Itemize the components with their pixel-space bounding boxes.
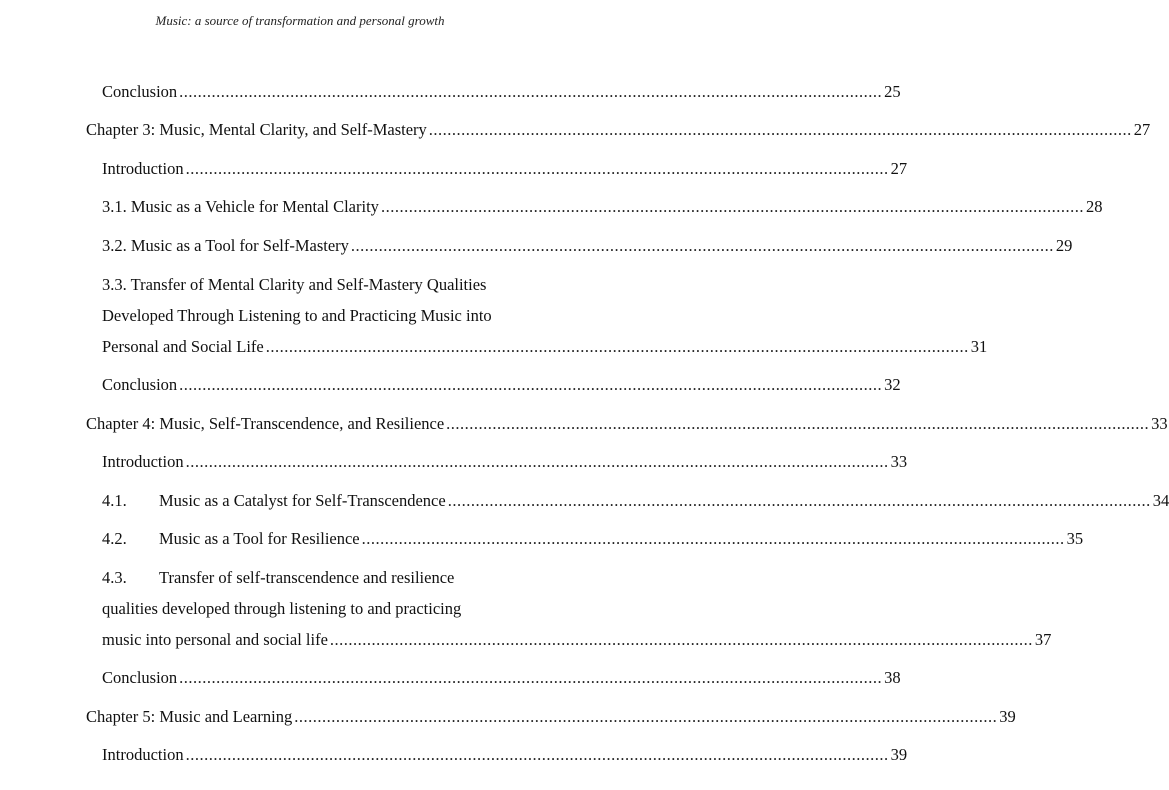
toc-entry-title: Introduction	[102, 745, 184, 764]
toc-entry-title: Conclusion	[102, 82, 178, 101]
toc-entry-title-line-3: Personal and Social Life	[102, 337, 264, 356]
toc-entry-chapter-5[interactable]	[86, 707, 1016, 727]
toc-page-number: 29	[1055, 236, 1073, 255]
toc-page-number: 33	[1151, 414, 1168, 433]
dot-leader: ........................................................................................................................................................	[265, 337, 969, 356]
toc-page-number: 39	[999, 707, 1016, 726]
toc-entry-title-line-2: qualities developed through listening to and practicing	[102, 599, 462, 618]
toc-entry-title: 3.1. Music as a Vehicle for Mental Clarity	[102, 197, 379, 216]
dot-leader: ........................................................................................................................................................	[185, 745, 889, 764]
dot-leader: ........................................................................................................................................................	[179, 375, 883, 394]
toc-entry-title: Introduction	[102, 159, 184, 178]
section-title: Music as a Tool for Resilience	[159, 529, 360, 548]
dot-leader: ........................................................................................................................................................	[294, 707, 998, 726]
toc-page-number: 32	[884, 375, 901, 394]
toc-entry-ch2-conclusion[interactable]	[102, 82, 901, 102]
toc-entry-ch4-introduction[interactable]	[102, 452, 908, 472]
dot-leader: ........................................................................................................................................................	[350, 236, 1054, 255]
toc-page-number: 33	[890, 452, 908, 471]
toc-entry-section-3-3[interactable]	[102, 275, 988, 357]
toc-entry-title-line-2: Developed Through Listening to and Practicing Music into	[102, 306, 492, 325]
dot-leader: ........................................................................................................................................................	[428, 120, 1132, 139]
dot-leader: ........................................................................................................................................................	[185, 452, 889, 471]
dot-leader: ........................................................................................................................................................	[446, 414, 1150, 433]
section-number: 4.3.	[102, 568, 127, 587]
toc-entry-title: 3.2. Music as a Tool for Self-Mastery	[102, 236, 349, 255]
toc-page-number: 28	[1085, 197, 1103, 216]
dot-leader: ........................................................................................................................................................	[185, 159, 889, 178]
toc-entry-title: Introduction	[102, 452, 184, 471]
toc-entry-ch4-conclusion[interactable]	[102, 668, 901, 688]
toc-entry-title: Chapter 3: Music, Mental Clarity, and Self-Mastery	[86, 120, 427, 139]
toc-entry-chapter-4[interactable]	[86, 414, 1168, 434]
toc-entry-section-3-1[interactable]	[102, 197, 1103, 217]
section-number: 4.1.	[102, 491, 127, 510]
toc-entry-title-line-1: 3.3. Transfer of Mental Clarity and Self-Mastery Qualities	[102, 275, 487, 294]
toc-page-number: 27	[1133, 120, 1151, 139]
toc-entry-title-line-3: music into personal and social life	[102, 630, 328, 649]
dot-leader: ........................................................................................................................................................	[179, 668, 883, 687]
toc-entry-title: Chapter 5: Music and Learning	[86, 707, 293, 726]
dot-leader: ........................................................................................................................................................	[329, 630, 1033, 649]
toc-page-number: 25	[884, 82, 901, 101]
toc-entry-chapter-3[interactable]	[86, 120, 1151, 140]
dot-leader: ........................................................................................................................................................	[447, 491, 1151, 510]
section-title: Music as a Catalyst for Self-Transcendence	[159, 491, 446, 510]
dot-leader: ........................................................................................................................................................	[361, 529, 1065, 548]
toc-entry-title	[102, 491, 446, 511]
section-title: Transfer of self-transcendence and resilience	[159, 568, 455, 587]
toc-entry-ch5-introduction[interactable]	[102, 745, 908, 765]
toc-entry-title: Conclusion	[102, 375, 178, 394]
toc-entry-ch3-introduction[interactable]	[102, 159, 908, 179]
dot-leader: ........................................................................................................................................................	[179, 82, 883, 101]
toc-entry-section-4-2[interactable]	[102, 529, 1084, 549]
toc-entry-ch3-conclusion[interactable]	[102, 375, 901, 395]
toc-page-number: 37	[1034, 630, 1052, 649]
section-number: 4.2.	[102, 529, 127, 548]
toc-page-number: 35	[1066, 529, 1084, 548]
dot-leader: ........................................................................................................................................................	[380, 197, 1084, 216]
toc-page-number: 27	[890, 159, 908, 178]
toc-entry-section-4-3[interactable]	[102, 568, 1052, 650]
toc-page-number: 34	[1152, 491, 1169, 510]
toc-page-number: 39	[890, 745, 908, 764]
running-header: Music: a source of transformation and personal growth	[155, 13, 445, 28]
toc-entry-title	[102, 529, 360, 549]
toc-entry-title: Chapter 4: Music, Self-Transcendence, and Resilience	[86, 414, 445, 433]
toc-entry-title-line-1	[102, 568, 528, 599]
toc-entry-section-3-2[interactable]	[102, 236, 1073, 256]
toc-entry-title: Conclusion	[102, 668, 178, 687]
toc-page-number: 31	[970, 337, 988, 356]
toc-page-number: 38	[884, 668, 901, 687]
toc-entry-section-4-1[interactable]	[102, 491, 1169, 511]
